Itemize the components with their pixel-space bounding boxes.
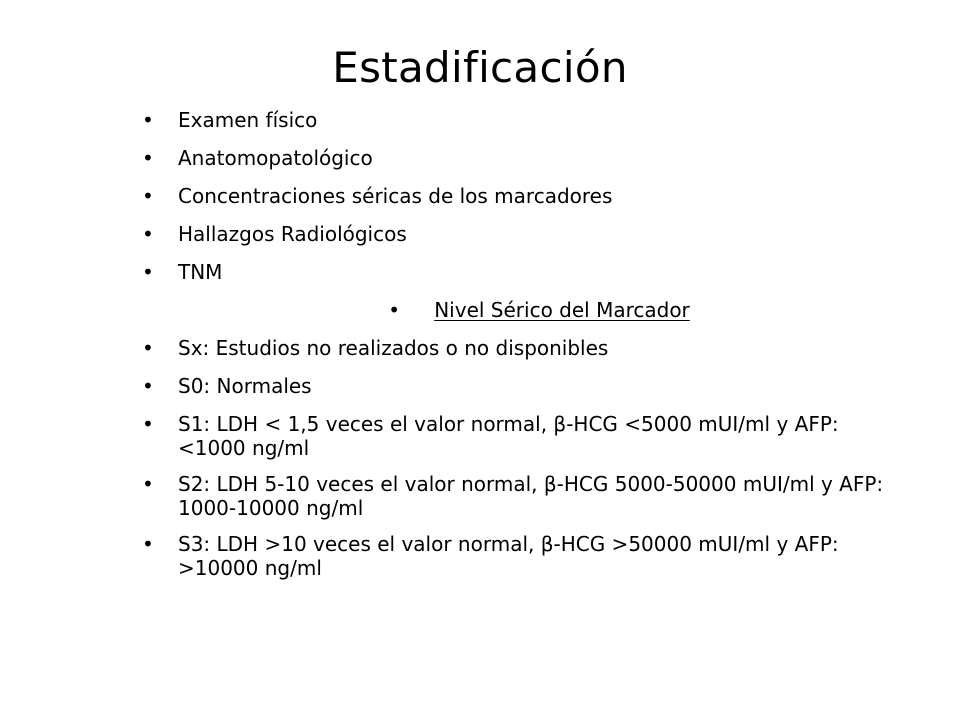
bullet-icon: • bbox=[142, 374, 154, 398]
slide-title: Estadificación bbox=[332, 43, 628, 92]
list-item-text: Hallazgos Radiológicos bbox=[178, 222, 407, 246]
bullet-icon: • bbox=[142, 336, 154, 360]
list-item-text: Sx: Estudios no realizados o no disponibles bbox=[178, 336, 609, 360]
list-item-text: S2: LDH 5-10 veces el valor normal, β-HCG 5000-50000 mUI/ml y AFP: 1000-10000 ng/ml bbox=[178, 472, 884, 520]
list-item bbox=[140, 222, 900, 246]
list-item bbox=[140, 532, 900, 580]
list-item bbox=[140, 472, 900, 520]
list-item bbox=[140, 260, 900, 284]
list-item bbox=[140, 412, 900, 460]
bullet-icon: • bbox=[142, 108, 154, 132]
bullet-icon: • bbox=[142, 472, 154, 496]
list-item bbox=[140, 184, 900, 208]
section-heading: Nivel Sérico del Marcador bbox=[434, 298, 690, 322]
list-item bbox=[140, 336, 900, 360]
bullet-icon: • bbox=[142, 184, 154, 208]
list-item-text: S3: LDH >10 veces el valor normal, β-HCG >50000 mUI/ml y AFP: >10000 ng/ml bbox=[178, 532, 839, 580]
bullet-list bbox=[140, 108, 900, 592]
list-item-text: S0: Normales bbox=[178, 374, 312, 398]
list-item-text: S1: LDH < 1,5 veces el valor normal, β-HCG <5000 mUI/ml y AFP: <1000 ng/ml bbox=[178, 412, 839, 460]
list-item-text: Examen físico bbox=[178, 108, 318, 132]
bullet-icon: • bbox=[388, 298, 401, 322]
list-item-text: Concentraciones séricas de los marcadores bbox=[178, 184, 613, 208]
bullet-icon: • bbox=[142, 532, 154, 556]
list-item bbox=[140, 146, 900, 170]
bullet-icon: • bbox=[142, 146, 154, 170]
section-heading-item bbox=[140, 298, 900, 322]
list-item-text: TNM bbox=[178, 260, 223, 284]
list-item bbox=[140, 374, 900, 398]
bullet-icon: • bbox=[142, 260, 154, 284]
bullet-icon: • bbox=[142, 222, 154, 246]
list-item-text: Anatomopatológico bbox=[178, 146, 373, 170]
list-item bbox=[140, 108, 900, 132]
bullet-icon: • bbox=[142, 412, 154, 436]
